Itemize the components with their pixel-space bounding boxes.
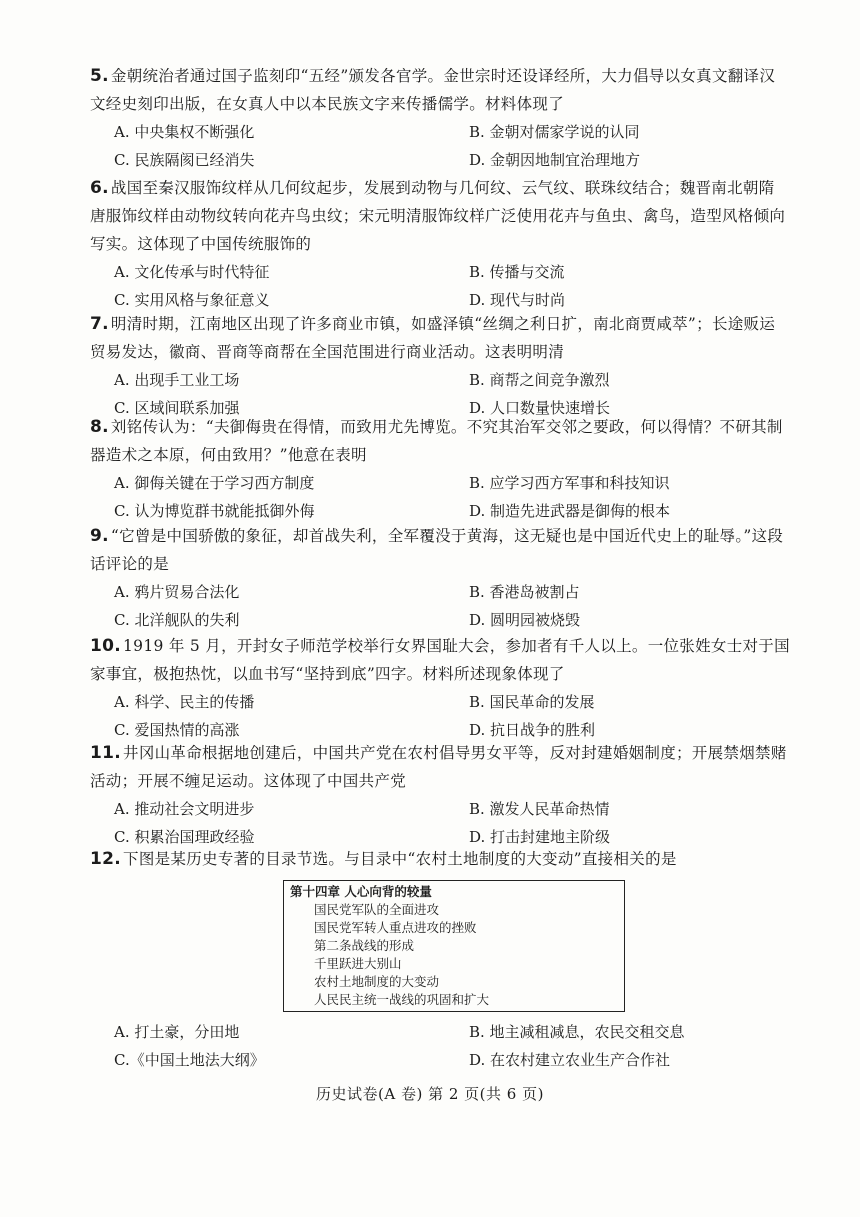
option-b: B. 应学习西方军事和科技知识 [469,474,670,492]
question-stem: 井冈山革命根据地创建后，中国共产党在农村倡导男女平等，反对封建婚姻制度；开展禁烟禁赌活动；开展不缠足运动。这体现了中国共产党 [90,744,787,790]
question-10 [90,632,790,744]
question-stem: 明清时期，江南地区出现了许多商业市镇，如盛泽镇“丝绸之利日扩，南北商贾咸萃”；长途贩运贸易发达，徽商、晋商等商帮在全国范围进行商业活动。这表明明清 [90,315,776,361]
page-footer: 历史试卷(A 卷) 第 2 页(共 6 页) [316,1085,544,1103]
option-a: A. 科学、民主的传播 [114,693,255,711]
option-b: B. 国民革命的发展 [469,693,595,711]
option-d: D. 金朝因地制宜治理地方 [469,151,641,169]
question-number: 11. [90,743,122,763]
options [114,688,790,744]
toc-item: 农村土地制度的大变动 [314,974,440,989]
options [114,469,790,525]
question-6 [90,174,790,314]
toc-item: 第二条战线的形成 [314,938,415,953]
question-number: 7. [90,314,109,334]
option-a: A. 中央集权不断强化 [114,123,255,141]
question-5 [90,62,790,174]
option-b: B. 地主减租减息，农民交租交息 [469,1023,685,1041]
options [114,578,790,634]
option-a: A. 鸦片贸易合法化 [114,583,240,601]
option-a: A. 推动社会文明进步 [114,800,255,818]
question-11 [90,739,790,851]
option-d: D. 在农村建立农业生产合作社 [469,1051,671,1069]
question-number: 5. [90,66,109,86]
option-b: B. 香港岛被割占 [469,583,580,601]
question-stem: 刘铭传认为：“夫御侮贵在得情，而致用尤先博览。不究其治军交邻之要政，何以得情？不研其制器造术之本原，何由致用？”他意在表明 [90,418,783,464]
question-stem: 金朝统治者通过国子监刻印“五经”颁发各官学。金世宗时还设译经所，大力倡导以女真文翻译汉文经史刻印出版，在女真人中以本民族文字来传播儒学。材料体现了 [90,67,776,113]
question-12-options [90,1018,790,1074]
options [114,795,790,851]
option-c: C. 爱国热情的高涨 [114,721,240,739]
option-d: D. 制造先进武器是御侮的根本 [469,502,671,520]
option-c: C. 认为博览群书就能抵御外侮 [114,502,315,520]
option-c: C. 积累治国理政经验 [114,828,255,846]
question-stem: 战国至秦汉服饰纹样从几何纹起步，发展到动物与几何纹、云气纹、联珠纹结合；魏晋南北朝隋唐服饰纹样由动物纹转向花卉鸟虫纹；宋元明清服饰纹样广泛使用花卉与鱼虫、禽鸟，造型风格倾向写实。这体现了中国传统服饰的 [90,179,786,253]
option-c: C.《中国土地法大纲》 [114,1051,265,1069]
option-d: D. 现代与时尚 [469,291,566,309]
option-c: C. 北洋舰队的失利 [114,611,240,629]
options [114,258,790,314]
option-b: B. 商帮之间竞争激烈 [469,371,610,389]
options [114,118,790,174]
toc-item: 国民党军队的全面进攻 [314,902,440,917]
question-number: 10. [90,636,122,656]
option-b: B. 激发人民革命热情 [469,800,610,818]
toc-chapter-title: 第十四章 人心向背的较量 [290,884,432,899]
question-12 [90,845,790,873]
option-a: A. 出现手工业工场 [114,371,240,389]
question-number: 9. [90,526,109,546]
option-a: A. 文化传承与时代特征 [114,263,270,281]
question-number: 12. [90,849,122,869]
option-a: A. 御侮关键在于学习西方制度 [114,474,315,492]
option-b: B. 金朝对儒家学说的认同 [469,123,640,141]
option-b: B. 传播与交流 [469,263,565,281]
toc-item: 人民民主统一战线的巩固和扩大 [314,992,490,1007]
question-9 [90,522,790,634]
option-d: D. 打击封建地主阶级 [469,828,611,846]
question-stem: “它曾是中国骄傲的象征，却首战失利，全军覆没于黄海，这无疑也是中国近代史上的耻辱。”这段话评论的是 [90,527,784,573]
option-a: A. 打土豪，分田地 [114,1023,240,1041]
question-8 [90,413,790,525]
question-number: 8. [90,417,109,437]
option-c: C. 民族隔阂已经消失 [114,151,255,169]
question-7 [90,310,790,422]
option-c: C. 实用风格与象征意义 [114,291,270,309]
question-stem: 1919 年 5 月，开封女子师范学校举行女界国耻大会，参加者有千人以上。一位张姓女士对于国家事宜，极抱热忱，以血书写“坚持到底”四字。材料所述现象体现了 [90,637,790,683]
option-d: D. 人口数量快速增长 [469,399,611,417]
option-c: C. 区域间联系加强 [114,399,240,417]
toc-item: 千里跃进大别山 [314,956,402,971]
options [114,1018,790,1074]
option-d: D. 圆明园被烧毁 [469,611,581,629]
table-of-contents-excerpt [283,880,625,1012]
question-number: 6. [90,178,109,198]
option-d: D. 抗日战争的胜利 [469,721,596,739]
question-stem: 下图是某历史专著的目录节选。与目录中“农村土地制度的大变动”直接相关的是 [123,850,677,868]
toc-item: 国民党军转人重点进攻的挫败 [314,920,477,935]
